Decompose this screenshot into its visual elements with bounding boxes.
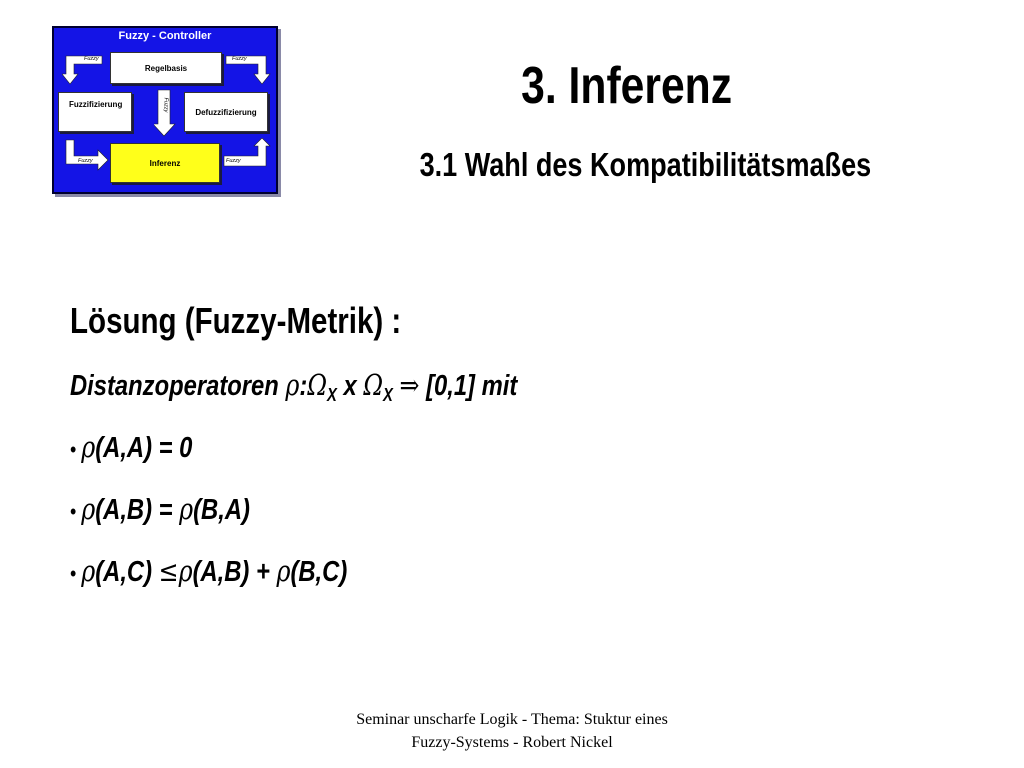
subscript-x: X bbox=[383, 385, 393, 405]
rho-symbol: ρ bbox=[285, 368, 300, 402]
arrow-label: Fuzzy bbox=[232, 56, 247, 62]
rule2-text-b: (B,A) bbox=[193, 494, 250, 526]
omega-symbol: Ω bbox=[363, 368, 384, 402]
solution-heading: Lösung (Fuzzy-Metrik) : bbox=[70, 300, 402, 341]
rho-symbol: ρ bbox=[81, 492, 96, 526]
defuzzifizierung-label: Defuzzifizierung bbox=[195, 107, 257, 117]
definition-prefix: Distanzoperatoren bbox=[70, 370, 279, 402]
rule-item-1 bbox=[70, 430, 192, 465]
slide-footer: Seminar unscharfe Logik - Thema: Stuktur eines Fuzzy-Systems - Robert Nickel bbox=[356, 711, 668, 751]
arrow-label: Fuzzy bbox=[226, 158, 241, 164]
fuzzifizierung-label: Fuzzifizierung bbox=[69, 99, 123, 109]
omega-symbol: Ω bbox=[307, 368, 328, 402]
diagram-title: Fuzzy - Controller bbox=[118, 30, 212, 42]
subscript-x: X bbox=[327, 385, 337, 405]
rule3-text-a: (A,C) bbox=[95, 556, 153, 588]
bullet: • bbox=[70, 437, 77, 462]
slide-subtitle: 3.1 Wahl des Kompatibilitätsmaßes bbox=[419, 146, 871, 183]
regelbasis-label: Regelbasis bbox=[144, 63, 188, 73]
definition-line: Distanzoperatoren $\rho:\Omega_X$ x $\Omega_X$ ⇒ [0,1] mit bbox=[70, 368, 518, 405]
rho-symbol: ρ bbox=[276, 554, 291, 588]
times-symbol: x bbox=[343, 370, 357, 402]
arrow-label: Fuzzy bbox=[162, 97, 169, 113]
inferenz-label: Inferenz bbox=[149, 158, 181, 168]
rule-item-3 bbox=[70, 554, 347, 589]
rule1-text: (A,A) = 0 bbox=[95, 432, 193, 464]
arrow-label: Fuzzy bbox=[78, 158, 93, 164]
bullet: • bbox=[70, 499, 77, 524]
arrow-label: Fuzzy bbox=[84, 56, 99, 62]
slide-subtitle-row bbox=[0, 146, 1024, 184]
leq-symbol: ≤ bbox=[158, 554, 179, 588]
rho-symbol: ρ bbox=[179, 492, 194, 526]
rho-symbol: ρ bbox=[178, 554, 193, 588]
rule3-text-b: (A,B) + bbox=[192, 556, 270, 588]
rule2-text-a: (A,B) = bbox=[95, 494, 173, 526]
rule3-text-c: (B,C) bbox=[290, 556, 348, 588]
bullet: • bbox=[70, 561, 77, 586]
definition-suffix: [0,1] mit bbox=[426, 370, 518, 402]
slide-title-row bbox=[0, 56, 1024, 116]
rule-item-2 bbox=[70, 492, 250, 527]
implies-symbol: ⇒ bbox=[399, 368, 420, 402]
slide-title: 3. Inferenz bbox=[521, 57, 733, 115]
rho-symbol: ρ bbox=[81, 554, 96, 588]
rho-symbol: ρ bbox=[81, 430, 96, 464]
